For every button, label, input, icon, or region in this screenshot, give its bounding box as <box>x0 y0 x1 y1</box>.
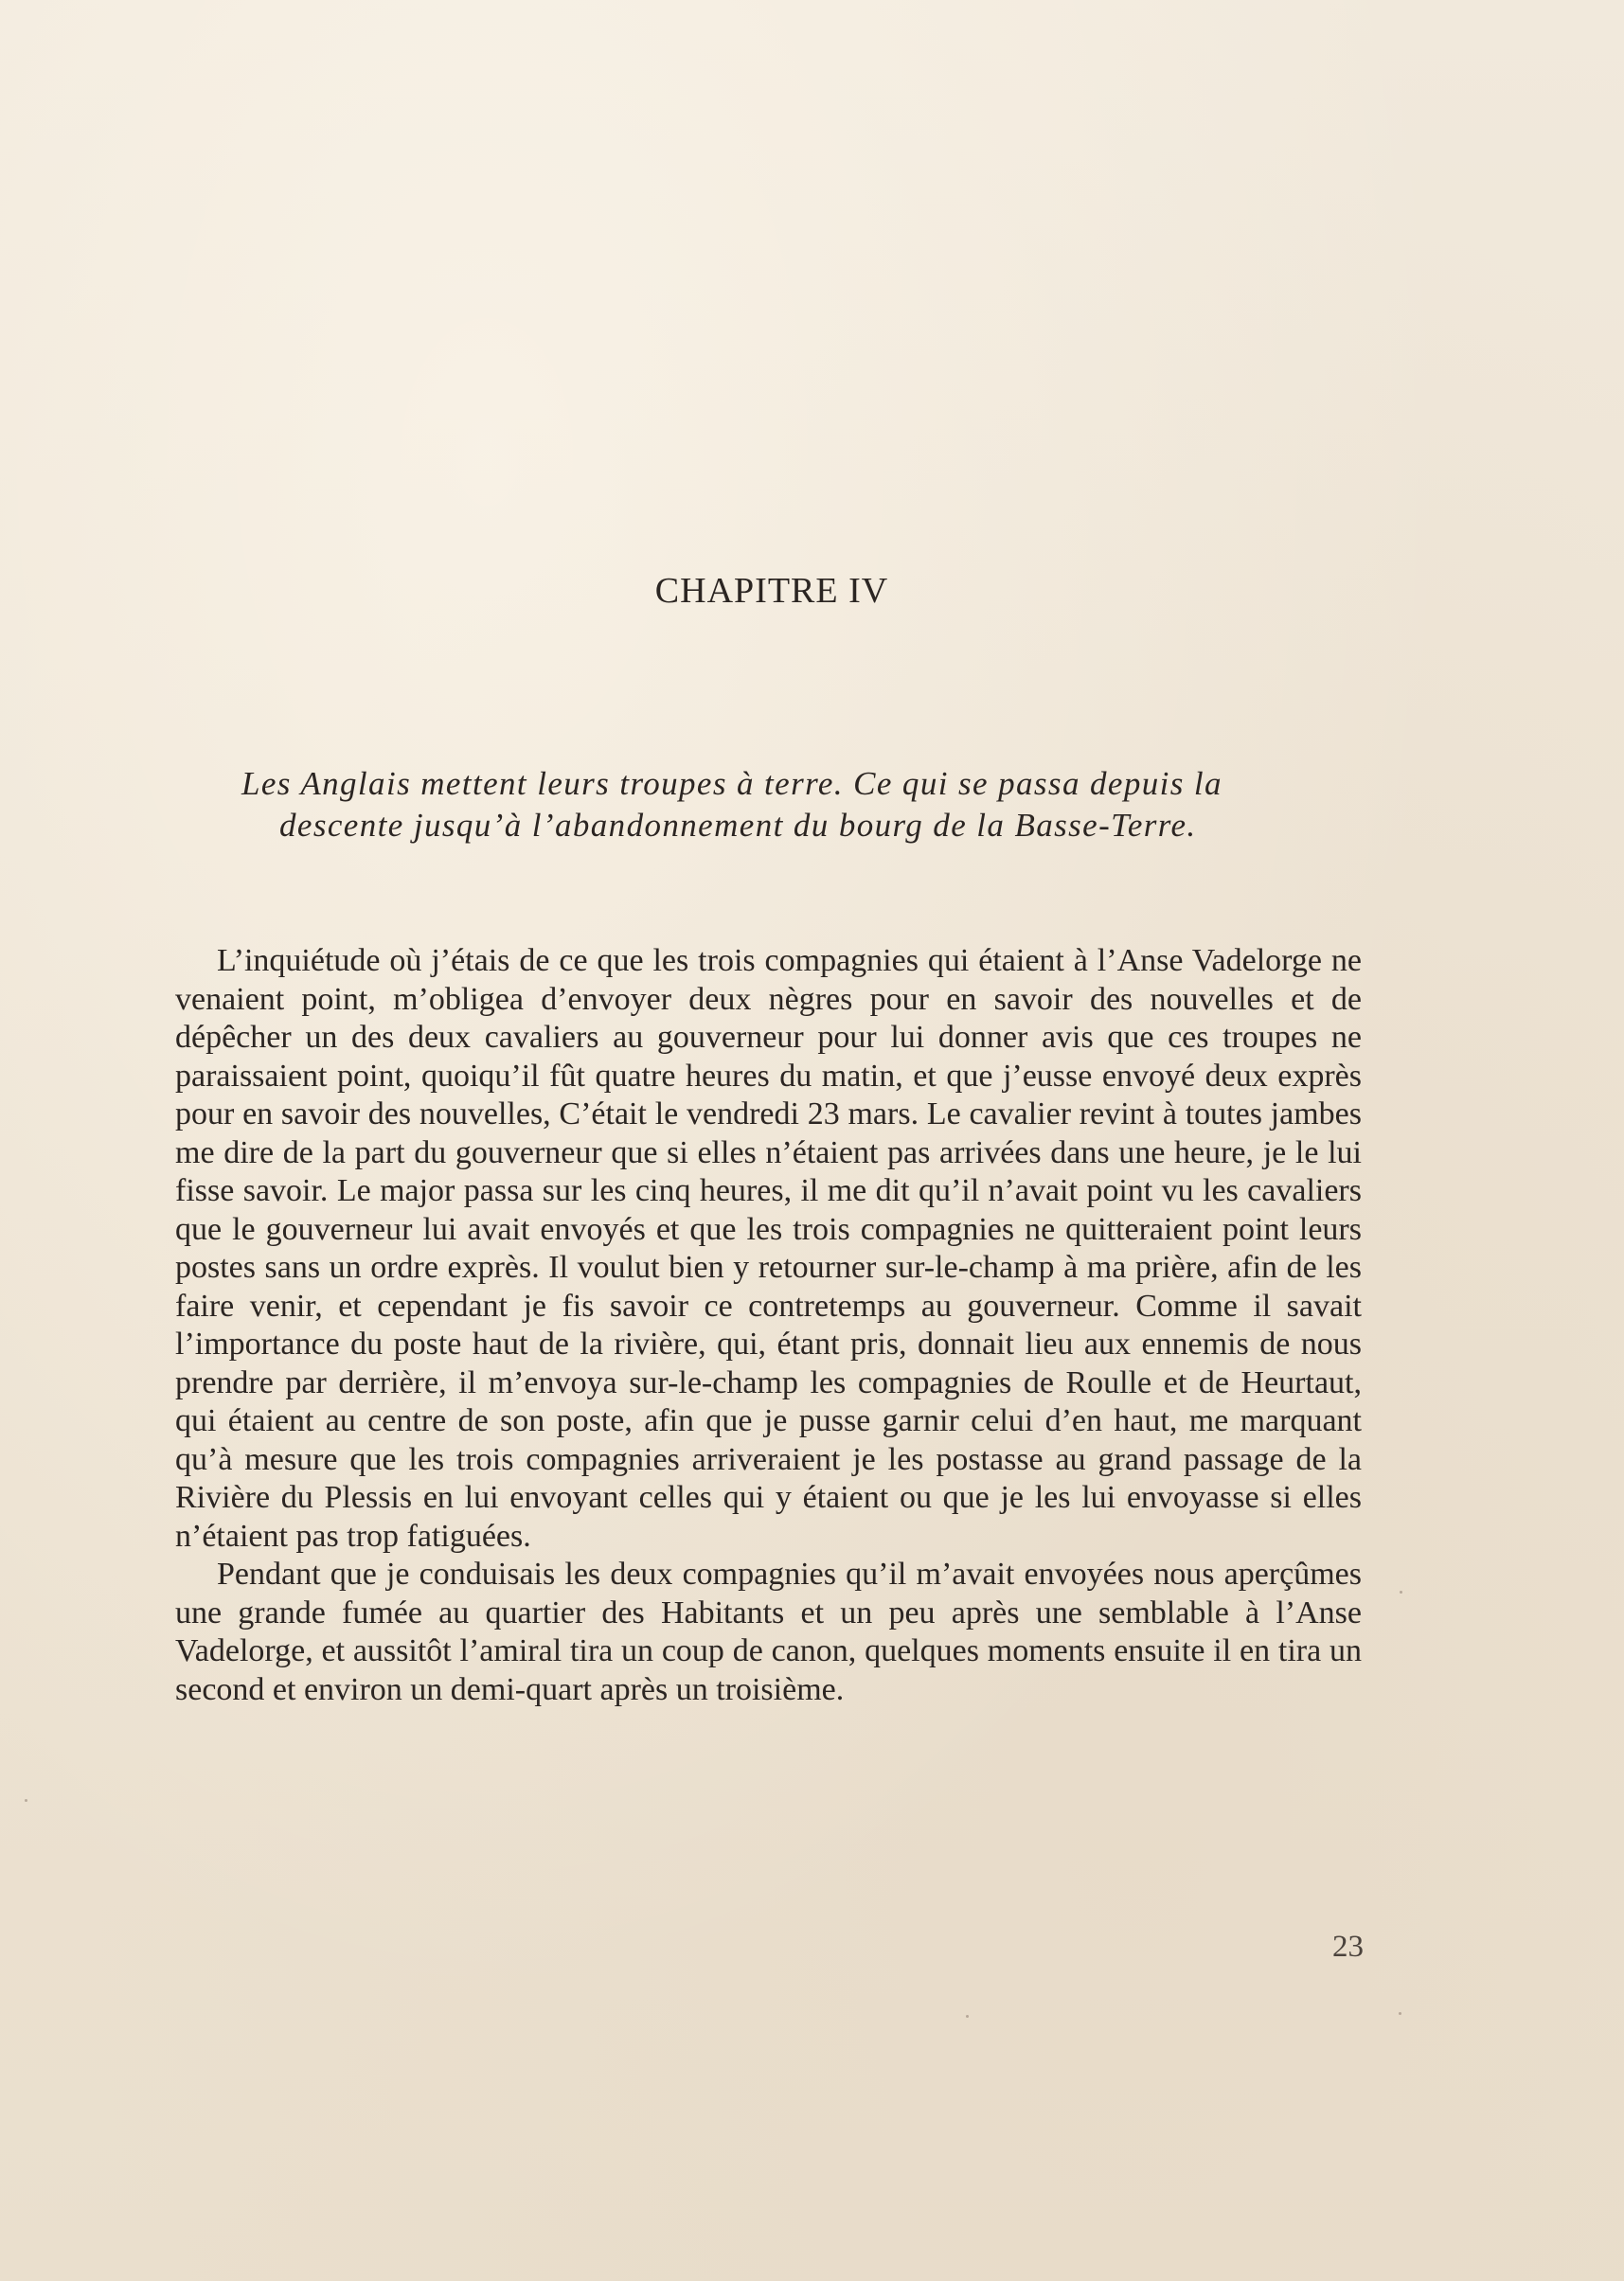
summary-line-2: descente jusqu’à l’abandonnement du bourg de la Basse-Terre. <box>279 807 1197 844</box>
body-text <box>175 942 1362 1709</box>
chapter-title: CHAPITRE IV <box>654 571 889 611</box>
chapter-summary <box>241 763 1312 846</box>
summary-line-1: Les Anglais mettent leurs troupes à terre. Ce qui se passa depuis la <box>241 765 1222 802</box>
paragraph-1: L’inquiétude où j’étais de ce que les trois compagnies qui étaient à l’Anse Vadelorge ne venaient point, m’obligea d’envoyer deux nègres pour en savoir des nouvelles et de dépêcher un des deux cavaliers au gouverneur pour lui donner avis que ces troupes ne paraissaient point, quoiqu’il fût quatre heures du matin, et que j’eusse envoyé deux exprès pour en savoir des nouvelles, C’était le vendredi 23 mars. Le cavalier revint à toutes jambes me dire de la part du gouverneur que si elles n’étaient pas arrivées dans une heure, je le lui fisse savoir. Le major passa sur les cinq heures, il me dit qu’il n’avait point vu les cavaliers que le gouverneur lui avait envoyés et que les trois compagnies ne quitteraient point leurs postes sans un ordre exprès. Il voulut bien y retourner sur-le-champ à ma prière, afin de les faire venir, et cependant je fis savoir ce contretemps au gouverneur. Comme il savait l’importance du poste haut de la rivière, qui, étant pris, donnait lieu aux ennemis de nous prendre par derrière, il m’envoya sur-le-champ les compagnies de Roulle et de Heurtaut, qui étaient au centre de son poste, afin que je pusse garnir celui d’en haut, me marquant qu’à mesure que les trois compagnies arriveraient je les postasse au grand passage de la Rivière du Plessis en lui envoyant celles qui y étaient ou que je les lui envoyasse si elles n’étaient pas trop fatiguées. <box>175 943 1362 1554</box>
paper-speck <box>966 2015 969 2018</box>
page-number: 23 <box>1332 1930 1364 1964</box>
paper-speck <box>25 1799 27 1802</box>
paper-speck <box>1400 1591 1402 1594</box>
paper-speck <box>1399 2012 1401 2015</box>
paragraph-2: Pendant que je conduisais les deux compagnies qu’il m’avait envoyées nous aperçûmes une grande fumée au quartier des Habitants et un peu après une semblable à l’Anse Vadelorge, et aussitôt l’amiral tira un coup de canon, quelques moments ensuite il en tira un second et environ un demi-quart après un troisième. <box>175 1557 1362 1707</box>
